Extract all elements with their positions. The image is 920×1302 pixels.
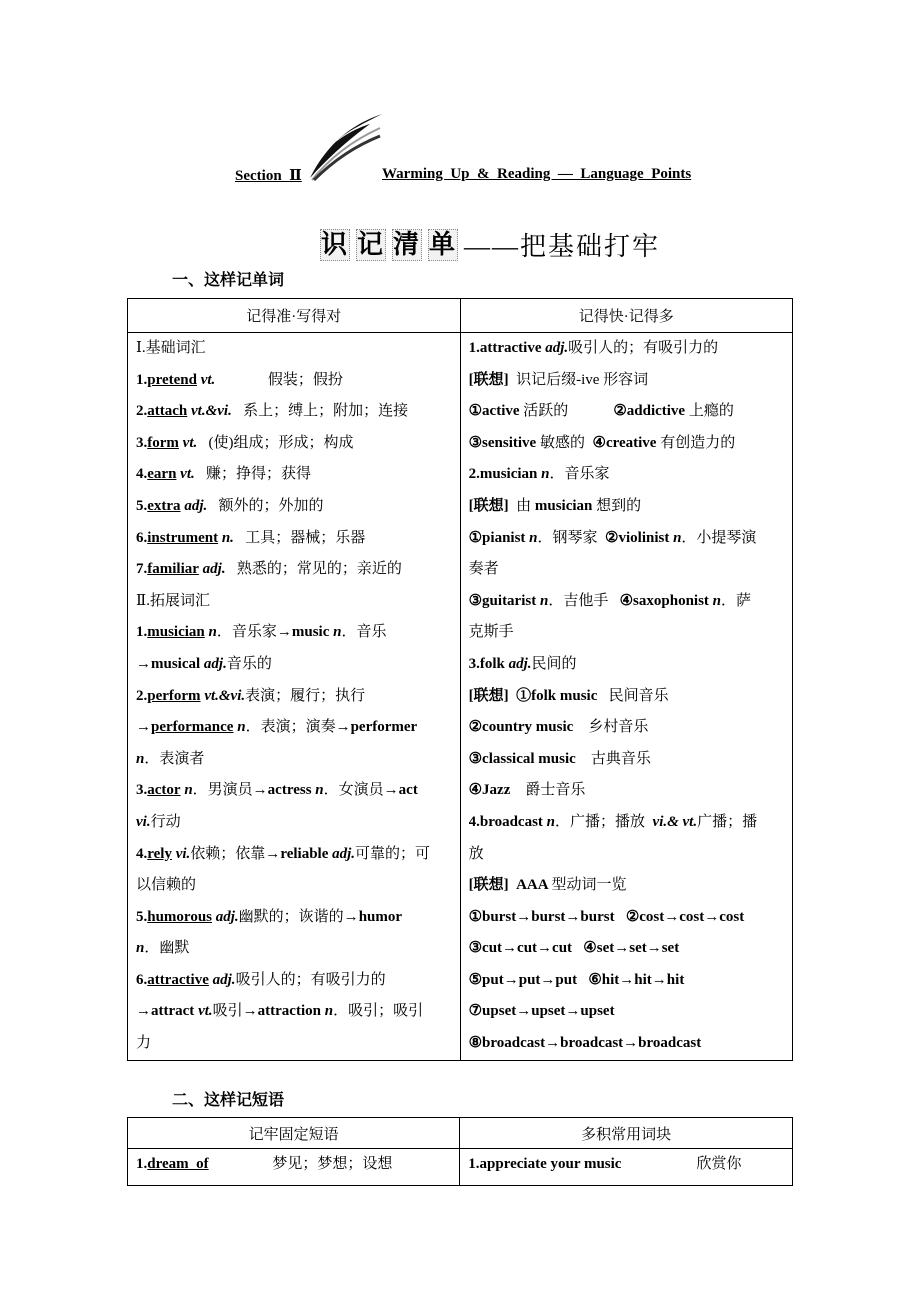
text-segment: 赚；挣得；获得 xyxy=(194,466,312,483)
text-segment: n xyxy=(329,624,342,641)
text-line xyxy=(469,649,792,681)
left-cell xyxy=(128,333,461,1061)
text-line xyxy=(136,428,460,460)
text-line xyxy=(136,870,460,902)
text-segment: ③sensitive xyxy=(468,434,540,451)
text-segment: ．吉他手 xyxy=(548,592,620,609)
text-line xyxy=(136,1149,459,1181)
text-segment: 敏感的 xyxy=(539,434,593,451)
text-segment: 4. xyxy=(136,845,148,862)
text-segment: 以信赖的 xyxy=(136,877,197,894)
text-line xyxy=(136,586,460,618)
text-line xyxy=(136,459,460,491)
vocab-table xyxy=(127,298,793,1061)
text-line xyxy=(136,712,460,744)
text-line xyxy=(469,586,792,618)
text-segment: ．音乐 xyxy=(341,624,387,641)
text-segment: 7. xyxy=(136,561,148,578)
text-line xyxy=(469,807,792,839)
text-segment: Ⅱ.拓展词汇 xyxy=(136,592,210,609)
text-segment: ．女演员→ xyxy=(323,782,399,799)
text-segment: humor xyxy=(358,908,403,925)
vocab-word: humorous xyxy=(147,908,212,925)
vocab-word: familiar xyxy=(147,561,199,578)
text-segment: → xyxy=(136,1003,151,1020)
section-subtitle: Warming Up & Reading — Language Points xyxy=(382,166,692,182)
text-line xyxy=(136,996,460,1028)
vocab-word: perform xyxy=(147,687,201,704)
text-line xyxy=(469,681,792,713)
text-line xyxy=(469,744,792,776)
text-segment: 活跃的 xyxy=(523,403,614,420)
text-line xyxy=(469,396,792,428)
text-segment: 克斯手 xyxy=(468,624,514,641)
vocab-word: pretend xyxy=(147,371,197,388)
text-segment: vi. xyxy=(136,813,151,830)
text-segment: [联想] ①folk music xyxy=(468,687,598,704)
text-line xyxy=(469,996,792,1028)
text-segment: 梦见；梦想；设想 xyxy=(208,1156,393,1172)
section-label: Section Ⅱ xyxy=(235,168,302,184)
text-line xyxy=(469,617,792,649)
text-segment: 2. xyxy=(136,403,148,420)
text-line xyxy=(469,1028,792,1060)
text-segment: 上瘾的 xyxy=(688,403,734,420)
text-segment: 3. xyxy=(136,434,148,451)
text-segment: n xyxy=(180,782,193,799)
text-segment: adj. xyxy=(332,845,356,862)
text-segment: n xyxy=(233,719,246,736)
text-segment: n xyxy=(311,782,324,799)
text-segment: 系上；缚上；附加；连接 xyxy=(231,403,409,420)
text-segment: n xyxy=(204,624,217,641)
text-segment: 1.appreciate your music xyxy=(468,1156,622,1172)
text-line xyxy=(136,807,460,839)
col-header: 多积常用词块 xyxy=(460,1118,793,1149)
text-segment: musician xyxy=(534,497,593,514)
text-segment: 3.folk xyxy=(468,655,509,672)
text-segment: ．表演；演奏→ xyxy=(245,719,351,736)
text-segment: ⑧broadcast→broadcast→broadcast xyxy=(468,1035,702,1052)
text-line xyxy=(469,839,792,871)
text-segment: 行动 xyxy=(150,813,181,830)
page-title xyxy=(320,226,660,263)
text-segment: 古典音乐 xyxy=(575,750,651,767)
text-segment: reliable xyxy=(280,845,333,862)
text-segment: attract xyxy=(151,1003,199,1020)
text-segment: [联想] xyxy=(468,497,509,514)
text-line xyxy=(136,396,460,428)
text-segment: ⑤put→put→put ⑥hit→hit→hit xyxy=(468,971,685,988)
text-segment: musical xyxy=(151,655,204,672)
text-segment: ④Jazz xyxy=(468,782,511,799)
vocab-word: earn xyxy=(147,466,177,483)
title-rest: ——把基础打牢 xyxy=(464,232,661,261)
text-line xyxy=(136,839,460,871)
text-segment: adj. xyxy=(198,561,226,578)
text-segment: 力 xyxy=(136,1035,152,1052)
text-segment: 1.attractive xyxy=(468,340,546,356)
title-char: 单 xyxy=(429,229,458,259)
text-segment: 6. xyxy=(136,529,148,546)
text-segment: ．男演员→ xyxy=(192,782,268,799)
text-segment: 奏者 xyxy=(468,561,499,578)
text-segment: vt.&vi. xyxy=(200,687,246,704)
text-segment: ①active xyxy=(468,403,524,420)
text-line xyxy=(469,965,792,997)
col-header: 记得快·记得多 xyxy=(460,299,792,333)
text-line xyxy=(136,554,460,586)
text-segment: 型动词一览 xyxy=(551,877,627,894)
text-line xyxy=(469,712,792,744)
text-line xyxy=(469,775,792,807)
vocab-word: attractive xyxy=(147,971,209,988)
text-segment: 吸引人的；有吸引力的 xyxy=(235,971,386,988)
text-line xyxy=(469,428,792,460)
text-segment: ．萨 xyxy=(721,592,752,609)
text-line xyxy=(469,902,792,934)
text-line xyxy=(136,649,460,681)
text-line xyxy=(468,1149,792,1181)
text-segment: adj. xyxy=(508,655,532,672)
text-segment: adj. xyxy=(180,497,208,514)
col-header: 记牢固定短语 xyxy=(128,1118,460,1149)
vocab-word: extra xyxy=(147,497,181,514)
text-segment: n xyxy=(673,529,682,546)
text-segment: (使)组成；形成；构成 xyxy=(197,434,354,451)
text-segment: 1. xyxy=(136,624,148,641)
text-segment: n xyxy=(712,592,721,609)
text-line xyxy=(469,870,792,902)
text-segment: 依赖；依靠→ xyxy=(190,845,281,862)
text-segment: ．音乐家→ xyxy=(216,624,292,641)
text-segment: actress xyxy=(267,782,312,799)
text-segment: [联想] AAA xyxy=(468,877,552,894)
text-segment: 工具；器械；乐器 xyxy=(233,529,366,546)
right-cell xyxy=(460,1149,793,1186)
text-segment: vi.& vt. xyxy=(652,813,698,830)
text-line xyxy=(136,1028,460,1060)
title-char: 记 xyxy=(357,229,386,259)
text-segment: ③guitarist xyxy=(468,592,540,609)
text-line xyxy=(136,523,460,555)
text-segment: 音乐的 xyxy=(226,655,272,672)
text-segment: 4. xyxy=(136,466,148,483)
text-line xyxy=(469,523,792,555)
text-segment: 2.musician xyxy=(468,466,542,483)
text-line xyxy=(469,933,792,965)
text-segment: 由 xyxy=(508,497,535,514)
text-segment: 乡村音乐 xyxy=(573,719,649,736)
text-segment: vt. xyxy=(178,434,198,451)
text-segment: ①pianist xyxy=(468,529,530,546)
text-segment: 放 xyxy=(468,845,484,862)
text-segment: 1. xyxy=(136,1156,148,1172)
text-segment: vi. xyxy=(171,845,191,862)
text-segment: ．幽默 xyxy=(144,940,190,957)
text-segment: vt. xyxy=(196,371,216,388)
text-line xyxy=(136,365,460,397)
text-segment: n xyxy=(546,813,556,830)
text-line xyxy=(136,491,460,523)
vocab-word: performance xyxy=(151,719,234,736)
text-line xyxy=(469,554,792,586)
text-segment: [联想] xyxy=(468,371,509,388)
text-line xyxy=(136,333,460,365)
text-segment: 欣赏你 xyxy=(621,1156,742,1172)
swoosh-logo-icon xyxy=(308,112,384,182)
text-segment: → xyxy=(136,655,151,672)
text-segment: act xyxy=(398,782,418,799)
text-segment: 幽默的；诙谐的→ xyxy=(238,908,359,925)
heading-phrases: 二、这样记短语 xyxy=(172,1090,285,1109)
phrase-table xyxy=(127,1117,793,1186)
vocab-word: dream of xyxy=(147,1156,209,1172)
title-char: 清 xyxy=(393,229,422,259)
text-line xyxy=(136,902,460,934)
text-segment: music xyxy=(291,624,330,641)
text-segment: vt. xyxy=(198,1003,213,1020)
text-segment: vt.&vi. xyxy=(187,403,232,420)
text-segment: ①burst→burst→burst ②cost→cost→cost xyxy=(468,908,745,925)
text-segment: 3. xyxy=(136,782,148,799)
text-segment: 5. xyxy=(136,908,148,925)
text-segment: 吸引→ xyxy=(212,1003,258,1020)
vocab-word: musician xyxy=(147,624,205,641)
vocab-word: rely xyxy=(147,845,172,862)
text-segment: n xyxy=(539,592,549,609)
text-segment: 表演；履行；执行 xyxy=(245,687,366,704)
left-cell xyxy=(128,1149,460,1186)
text-segment: n xyxy=(320,1003,334,1020)
text-segment: ③cut→cut→cut ④set→set→set xyxy=(468,940,680,957)
text-segment: ②addictive xyxy=(613,403,689,420)
text-segment: ②country music xyxy=(468,719,574,736)
text-segment: 爵士音乐 xyxy=(510,782,586,799)
heading-words: 一、这样记单词 xyxy=(172,270,285,289)
text-segment: 额外的；外加的 xyxy=(207,497,324,514)
text-segment: ．钢琴家 xyxy=(537,529,606,546)
text-segment: adj. xyxy=(545,340,569,356)
text-line xyxy=(136,681,460,713)
text-line xyxy=(136,744,460,776)
text-segment: 识记后缀-ive 形容词 xyxy=(508,371,649,388)
title-char: 识 xyxy=(321,229,350,259)
text-segment: vt. xyxy=(176,466,195,483)
text-segment: 2. xyxy=(136,687,148,704)
text-segment: 想到的 xyxy=(592,497,642,514)
text-segment: performer xyxy=(350,719,418,736)
text-segment: ．小提琴演 xyxy=(681,529,757,546)
text-segment: 5. xyxy=(136,497,148,514)
text-segment: n xyxy=(529,529,538,546)
text-segment: 广播；播 xyxy=(697,813,758,830)
text-segment: ④creative xyxy=(592,434,661,451)
vocab-word: form xyxy=(147,434,179,451)
text-segment: 1. xyxy=(136,371,148,388)
text-segment: n. xyxy=(218,529,234,546)
text-line xyxy=(136,933,460,965)
text-line xyxy=(469,333,792,365)
vocab-word: instrument xyxy=(147,529,219,546)
text-segment: 假装；假扮 xyxy=(215,371,343,388)
col-header: 记得准·写得对 xyxy=(128,299,461,333)
text-segment: 4.broadcast xyxy=(468,813,547,830)
text-line xyxy=(469,459,792,491)
right-cell xyxy=(460,333,792,1061)
text-line xyxy=(469,491,792,523)
text-line xyxy=(136,965,460,997)
text-segment: 有创造力的 xyxy=(660,434,736,451)
text-segment: 熟悉的；常见的；亲近的 xyxy=(225,561,402,578)
text-segment: 民间的 xyxy=(531,655,577,672)
text-segment: n xyxy=(136,940,145,957)
text-segment: ．吸引；吸引 xyxy=(333,1003,424,1020)
text-segment: Ⅰ.基础词汇 xyxy=(136,340,206,356)
text-line xyxy=(136,775,460,807)
vocab-word: attach xyxy=(147,403,188,420)
text-segment: adj. xyxy=(208,971,236,988)
text-segment: n xyxy=(541,466,550,483)
text-segment: adj. xyxy=(203,655,227,672)
text-line xyxy=(136,617,460,649)
text-segment: ③classical music xyxy=(468,750,576,767)
text-segment: ．音乐家 xyxy=(549,466,610,483)
vocab-word: actor xyxy=(147,782,181,799)
text-segment: ②violinist xyxy=(605,529,674,546)
text-segment: 可靠的；可 xyxy=(355,845,431,862)
text-segment: ．广播；播放 xyxy=(555,813,653,830)
text-segment: → xyxy=(136,719,151,736)
text-segment: ④saxophonist xyxy=(619,592,713,609)
text-segment: attraction xyxy=(257,1003,321,1020)
text-segment: ⑦upset→upset→upset xyxy=(468,1003,615,1020)
text-segment: adj. xyxy=(212,908,239,925)
text-segment: n xyxy=(136,750,145,767)
text-segment: 吸引人的；有吸引力的 xyxy=(568,340,719,356)
text-line xyxy=(469,365,792,397)
text-segment: 6. xyxy=(136,971,148,988)
text-segment: 民间音乐 xyxy=(597,687,669,704)
text-segment: ．表演者 xyxy=(144,750,205,767)
